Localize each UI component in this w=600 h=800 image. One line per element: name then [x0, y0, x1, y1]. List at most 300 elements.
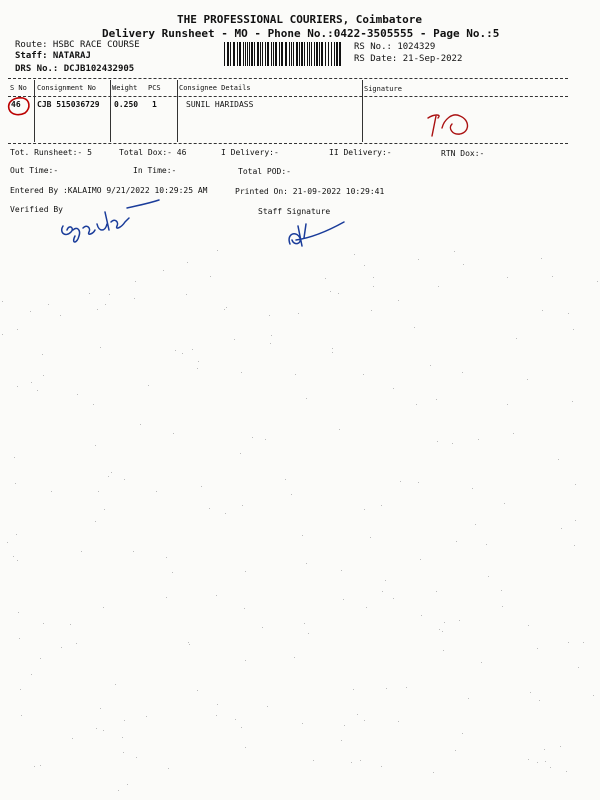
paper-speck — [156, 491, 157, 492]
paper-speck — [51, 491, 52, 492]
col-divider — [362, 80, 363, 142]
paper-speck — [330, 291, 331, 292]
staff-signature-label: Staff Signature — [258, 207, 331, 216]
paper-speck — [539, 700, 540, 701]
paper-speck — [502, 606, 503, 607]
paper-speck — [13, 556, 14, 557]
paper-speck — [364, 720, 365, 721]
barcode-bar — [301, 42, 303, 66]
paper-speck — [127, 784, 128, 785]
barcode-bar — [281, 42, 283, 66]
barcode-bar — [239, 42, 241, 66]
paper-speck — [550, 767, 551, 768]
col-header-sno: S No — [10, 84, 27, 92]
paper-speck — [439, 629, 440, 630]
barcode-bar — [273, 42, 274, 66]
paper-speck — [593, 695, 594, 696]
paper-speck — [398, 300, 399, 301]
paper-speck — [560, 746, 561, 747]
paper-speck — [313, 760, 314, 761]
sno-circle-mark — [5, 95, 33, 117]
barcode-bar — [314, 42, 315, 66]
barcode-bar — [245, 42, 246, 66]
paper-speck — [225, 513, 226, 514]
paper-speck — [100, 347, 101, 348]
paper-speck — [192, 349, 193, 350]
paper-speck — [386, 688, 387, 689]
col-divider — [177, 80, 178, 142]
paper-speck — [37, 390, 38, 391]
paper-speck — [48, 304, 49, 305]
paper-speck — [134, 298, 135, 299]
paper-speck — [370, 537, 371, 538]
paper-speck — [16, 534, 17, 535]
paper-speck — [416, 404, 417, 405]
paper-speck — [558, 459, 559, 460]
paper-speck — [17, 560, 18, 561]
paper-speck — [269, 315, 270, 316]
paper-speck — [109, 294, 110, 295]
paper-speck — [406, 687, 407, 688]
paper-speck — [363, 374, 364, 375]
printed-on: Printed On: 21-09-2022 10:29:41 — [235, 187, 385, 196]
paper-speck — [528, 625, 529, 626]
paper-speck — [353, 689, 354, 690]
paper-speck — [140, 424, 141, 425]
paper-speck — [462, 733, 463, 734]
barcode-bar — [265, 42, 266, 66]
paper-speck — [366, 607, 367, 608]
barcode-bar — [285, 42, 287, 66]
paper-speck — [234, 339, 235, 340]
row-consignee: SUNIL HARIDASS — [186, 100, 254, 109]
paper-speck — [197, 368, 198, 369]
paper-speck — [583, 642, 584, 643]
paper-speck — [545, 761, 546, 762]
paper-speck — [226, 307, 227, 308]
company-title: THE PROFESSIONAL COURIERS, Coimbatore — [177, 13, 423, 26]
paper-speck — [235, 719, 236, 720]
paper-speck — [338, 293, 339, 294]
barcode-bar — [230, 42, 231, 66]
paper-speck — [40, 765, 41, 766]
paper-speck — [124, 720, 125, 721]
paper-speck — [444, 622, 445, 623]
paper-speck — [381, 505, 382, 506]
barcode-bar — [307, 42, 308, 66]
paper-speck — [442, 631, 443, 632]
drs-number: DRS No.: DCJB102432905 — [15, 64, 135, 74]
paper-speck — [34, 766, 35, 767]
paper-speck — [332, 352, 333, 353]
row-consignment: CJB 515036729 — [37, 100, 100, 109]
paper-speck — [472, 488, 473, 489]
paper-speck — [351, 762, 352, 763]
paper-speck — [486, 544, 487, 545]
barcode-bar — [339, 42, 341, 66]
col-divider — [34, 80, 35, 142]
rs-number: RS No.: 1024329 — [354, 42, 436, 52]
barcode-bar — [299, 42, 300, 66]
paper-speck — [462, 372, 463, 373]
paper-speck — [385, 580, 386, 581]
paper-speck — [89, 293, 90, 294]
barcode-bar — [224, 42, 225, 66]
barcode-bar — [331, 42, 332, 66]
paper-speck — [224, 309, 225, 310]
barcode-bar — [267, 42, 269, 66]
in-time: In Time:- — [133, 166, 177, 175]
paper-speck — [245, 660, 246, 661]
paper-speck — [100, 708, 101, 709]
paper-speck — [541, 258, 542, 259]
paper-speck — [105, 304, 106, 305]
barcode-bar — [251, 42, 253, 66]
rs-date: RS Date: 21-Sep-2022 — [354, 54, 463, 64]
barcode-bar — [247, 42, 248, 66]
paper-speck — [544, 749, 545, 750]
paper-speck — [43, 623, 44, 624]
paper-speck — [148, 385, 149, 386]
paper-speck — [20, 689, 21, 690]
paper-speck — [188, 642, 189, 643]
paper-speck — [343, 599, 344, 600]
paper-speck — [210, 276, 211, 277]
paper-speck — [360, 760, 361, 761]
paper-speck — [172, 572, 173, 573]
paper-speck — [198, 361, 199, 362]
paper-speck — [575, 520, 576, 521]
paper-speck — [597, 281, 598, 282]
paper-speck — [504, 503, 505, 504]
barcode-bar — [289, 42, 290, 66]
barcode-bar — [311, 42, 312, 66]
paper-speck — [60, 315, 61, 316]
paper-speck — [270, 343, 271, 344]
paper-speck — [115, 684, 116, 685]
paper-speck — [197, 690, 198, 691]
paper-speck — [537, 648, 538, 649]
paper-speck — [507, 404, 508, 405]
paper-speck — [216, 595, 217, 596]
paper-speck — [168, 768, 169, 769]
paper-speck — [104, 509, 105, 510]
barcode-bar — [328, 42, 329, 66]
paper-speck — [573, 329, 574, 330]
paper-speck — [430, 365, 431, 366]
paper-speck — [527, 379, 528, 380]
paper-speck — [452, 443, 453, 444]
paper-speck — [568, 642, 569, 643]
paper-speck — [421, 615, 422, 616]
paper-speck — [175, 350, 176, 351]
paper-speck — [30, 311, 31, 312]
paper-speck — [2, 301, 3, 302]
paper-speck — [182, 353, 183, 354]
paper-speck — [393, 598, 394, 599]
paper-speck — [217, 704, 218, 705]
barcode-bar — [296, 42, 298, 66]
paper-speck — [111, 472, 112, 473]
barcode-bar — [293, 42, 294, 66]
paper-speck — [103, 607, 104, 608]
barcode-bar — [309, 42, 310, 66]
paper-speck — [271, 335, 272, 336]
verified-by-label: Verified By — [10, 205, 63, 214]
table-header-rule — [8, 96, 568, 97]
staff-signature — [282, 214, 352, 254]
paper-speck — [186, 294, 187, 295]
paper-speck — [15, 483, 16, 484]
paper-speck — [475, 524, 476, 525]
barcode-bar — [279, 42, 280, 66]
paper-speck — [103, 730, 104, 731]
paper-speck — [393, 388, 394, 389]
barcode-bar — [254, 42, 255, 66]
paper-speck — [364, 265, 365, 266]
staff-label: Staff: NATARAJ — [15, 51, 91, 61]
i-delivery: I Delivery:- — [221, 148, 279, 157]
paper-speck — [437, 441, 438, 442]
paper-speck — [77, 394, 78, 395]
paper-speck — [244, 608, 245, 609]
col-header-signature: Signature — [364, 85, 402, 93]
barcode-bar — [271, 42, 272, 66]
paper-speck — [241, 727, 242, 728]
barcode-bar — [275, 42, 277, 66]
paper-speck — [96, 728, 97, 729]
paper-speck — [43, 375, 44, 376]
paper-speck — [209, 508, 210, 509]
paper-speck — [187, 262, 188, 263]
verifier-signature — [55, 196, 165, 248]
col-header-consignee: Consignee Details — [179, 84, 251, 92]
paper-speck — [481, 662, 482, 663]
paper-speck — [189, 644, 190, 645]
paper-speck — [398, 721, 399, 722]
paper-speck — [31, 382, 32, 383]
rtn-dox: RTN Dox:- — [441, 149, 485, 158]
paper-speck — [217, 250, 218, 251]
barcode-bar — [334, 42, 335, 66]
paper-speck — [478, 439, 479, 440]
paper-speck — [575, 484, 576, 485]
paper-speck — [530, 692, 531, 693]
paper-speck — [433, 772, 434, 773]
barcode-bar — [325, 42, 326, 66]
paper-speck — [40, 658, 41, 659]
paper-speck — [95, 521, 96, 522]
paper-speck — [19, 638, 20, 639]
paper-speck — [463, 264, 464, 265]
barcode-bar — [291, 42, 292, 66]
paper-speck — [2, 334, 3, 335]
paper-speck — [124, 479, 125, 480]
paper-speck — [291, 494, 292, 495]
paper-speck — [568, 313, 569, 314]
paper-speck — [302, 723, 303, 724]
paper-speck — [98, 491, 99, 492]
paper-speck — [14, 457, 15, 458]
paper-speck — [456, 541, 457, 542]
barcode-bar — [260, 42, 261, 66]
paper-speck — [267, 706, 268, 707]
paper-speck — [488, 576, 489, 577]
paper-speck — [7, 542, 8, 543]
paper-speck — [561, 528, 562, 529]
paper-speck — [17, 329, 18, 330]
paper-speck — [566, 771, 567, 772]
col-header-weight: Weight — [112, 84, 138, 92]
paper-speck — [302, 535, 303, 536]
paper-speck — [513, 433, 514, 434]
paper-speck — [304, 623, 305, 624]
paper-speck — [459, 620, 460, 621]
paper-speck — [341, 570, 342, 571]
table-bottom-rule — [8, 143, 568, 144]
row-pcs: 1 — [152, 100, 157, 109]
barcode-bar — [227, 42, 229, 66]
paper-speck — [245, 571, 246, 572]
paper-speck — [173, 433, 174, 434]
paper-speck — [572, 401, 573, 402]
paper-speck — [501, 590, 502, 591]
paper-speck — [306, 563, 307, 564]
paper-speck — [364, 509, 365, 510]
paper-speck — [454, 251, 455, 252]
paper-speck — [240, 453, 241, 454]
col-divider — [110, 80, 111, 142]
paper-speck — [400, 481, 401, 482]
total-dox: Total Dox:- 46 — [119, 148, 187, 157]
paper-speck — [252, 437, 253, 438]
barcode-bar — [257, 42, 259, 66]
paper-speck — [507, 277, 508, 278]
paper-speck — [241, 372, 242, 373]
total-runsheet: Tot. Runsheet:- 5 — [10, 148, 92, 157]
paper-speck — [42, 354, 43, 355]
paper-speck — [414, 327, 415, 328]
paper-speck — [108, 476, 109, 477]
paper-speck — [166, 597, 167, 598]
paper-speck — [373, 286, 374, 287]
paper-speck — [166, 557, 167, 558]
barcode-bar — [336, 42, 338, 66]
paper-speck — [325, 278, 326, 279]
paper-speck — [18, 612, 19, 613]
paper-speck — [418, 482, 419, 483]
paper-speck — [468, 698, 469, 699]
runsheet-subtitle: Delivery Runsheet - MO - Phone No.:0422-3505555 - Page No.:5 — [102, 27, 500, 40]
paper-speck — [306, 398, 307, 399]
paper-speck — [339, 429, 340, 430]
paper-speck — [344, 725, 345, 726]
paper-speck — [242, 505, 243, 506]
paper-speck — [418, 259, 419, 260]
paper-speck — [552, 276, 553, 277]
paper-speck — [70, 624, 71, 625]
barcode-image — [224, 42, 342, 66]
paper-speck — [341, 740, 342, 741]
barcode-bar — [237, 42, 238, 66]
paper-speck — [354, 254, 355, 255]
entered-by: Entered By :KALAIMO 9/21/2022 10:29:25 AM — [10, 186, 208, 195]
paper-speck — [382, 591, 383, 592]
barcode-bar — [319, 42, 320, 66]
paper-speck — [21, 715, 22, 716]
consignee-signature — [422, 108, 482, 140]
paper-speck — [294, 657, 295, 658]
paper-speck — [97, 309, 98, 310]
paper-speck — [371, 310, 372, 311]
paper-speck — [17, 386, 18, 387]
paper-speck — [443, 650, 444, 651]
paper-speck — [436, 591, 437, 592]
paper-speck — [373, 277, 374, 278]
paper-speck — [298, 313, 299, 314]
paper-speck — [146, 716, 147, 717]
ii-delivery: II Delivery:- — [329, 148, 392, 157]
paper-speck — [133, 551, 134, 552]
barcode-bar — [304, 42, 305, 66]
total-pod: Total POD:- — [238, 167, 291, 176]
paper-speck — [31, 674, 32, 675]
paper-speck — [95, 445, 96, 446]
paper-speck — [201, 486, 202, 487]
paper-speck — [542, 310, 543, 311]
paper-speck — [455, 750, 456, 751]
paper-speck — [81, 551, 82, 552]
paper-speck — [118, 790, 119, 791]
paper-speck — [574, 545, 575, 546]
paper-speck — [332, 348, 333, 349]
paper-speck — [135, 281, 136, 282]
paper-speck — [295, 374, 296, 375]
paper-speck — [578, 667, 579, 668]
paper-speck — [265, 439, 266, 440]
paper-speck — [136, 757, 137, 758]
paper-speck — [381, 766, 382, 767]
paper-speck — [245, 747, 246, 748]
paper-speck — [537, 762, 538, 763]
route-label: Route: HSBC RACE COURSE — [15, 40, 140, 50]
paper-speck — [516, 338, 517, 339]
barcode-bar — [316, 42, 318, 66]
paper-speck — [528, 759, 529, 760]
row-weight: 0.250 — [114, 100, 139, 109]
row-sno: 46 — [11, 100, 21, 109]
paper-speck — [163, 270, 164, 271]
paper-speck — [61, 647, 62, 648]
out-time: Out Time:- — [10, 166, 59, 175]
paper-speck — [357, 714, 358, 715]
barcode-bar — [249, 42, 250, 66]
barcode-bar — [243, 42, 244, 66]
barcode-bar — [262, 42, 263, 66]
table-top-rule — [8, 78, 568, 79]
paper-speck — [285, 479, 286, 480]
paper-speck — [262, 627, 263, 628]
paper-speck — [76, 643, 77, 644]
paper-speck — [93, 404, 94, 405]
paper-speck — [436, 399, 437, 400]
paper-speck — [308, 633, 309, 634]
paper-speck — [216, 715, 217, 716]
col-header-consignment: Consignment No — [37, 84, 97, 92]
col-header-pcs: PCS — [148, 84, 161, 92]
paper-speck — [122, 737, 123, 738]
paper-speck — [438, 286, 439, 287]
